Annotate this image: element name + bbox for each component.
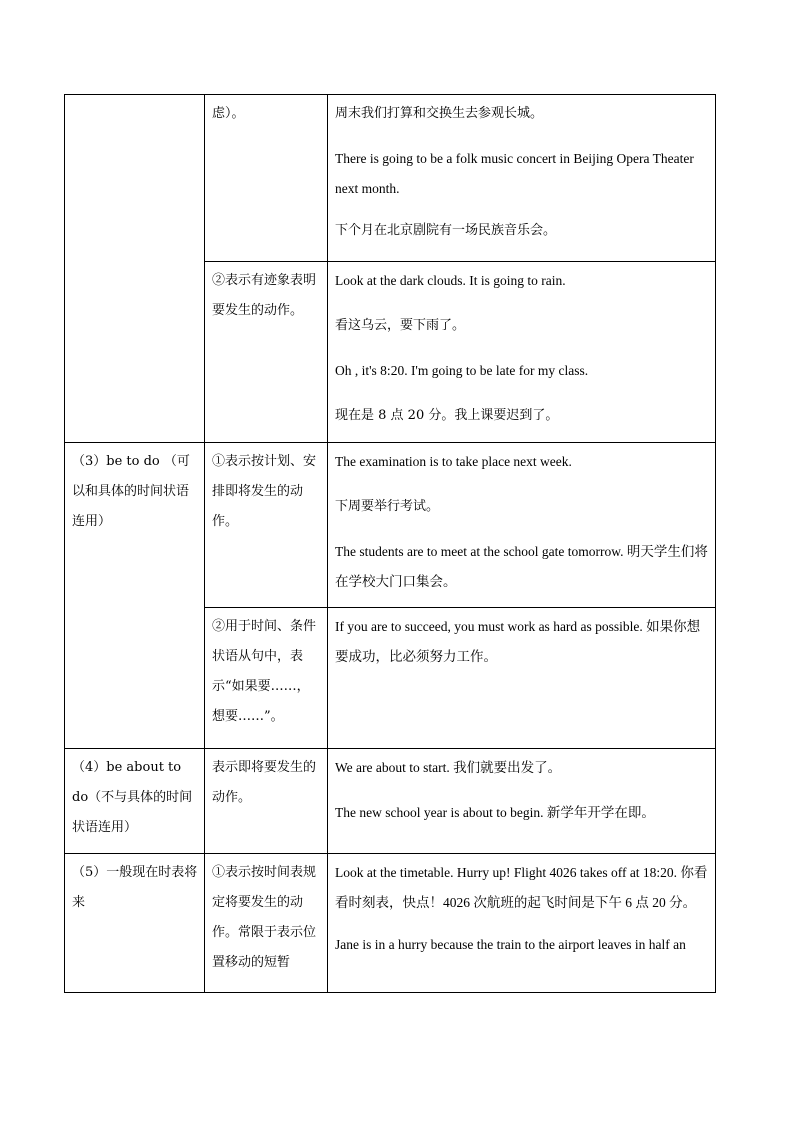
example-cell — [328, 95, 716, 262]
table-row — [65, 854, 716, 993]
example-text: The examination is to take place next week. — [335, 454, 572, 469]
table-row — [65, 443, 716, 608]
example-text: If you are to succeed, you must work as hard as possible. 如果你想要成功，比必须努力工作。 — [335, 619, 701, 664]
example-text: 下周要举行考试。 — [335, 499, 440, 514]
example-cell — [328, 443, 716, 608]
example-text: The students are to meet at the school gate tomorrow. 明天学生们将在学校大门口集会。 — [335, 544, 708, 589]
usage-cell — [65, 95, 205, 443]
example-cell — [328, 608, 716, 749]
meaning-cell: ①表示按计划、安排即将发生的动作。 — [205, 443, 328, 608]
example-cell — [328, 749, 716, 854]
meaning-cell: ②用于时间、条件状语从句中，表示“如果要……，想要……”。 — [205, 608, 328, 749]
example-text: 周末我们打算和交换生去参观长城。 — [335, 106, 544, 121]
example-text: There is going to be a folk music concert in Beijing Opera Theater next month. — [335, 151, 694, 196]
grammar-table — [64, 94, 716, 993]
example-cell — [328, 262, 716, 443]
meaning-cell: 表示即将要发生的动作。 — [205, 749, 328, 854]
meaning-cell: 虑）。 — [205, 95, 328, 262]
example-text: The new school year is about to begin. 新学年开学在即。 — [335, 805, 655, 820]
example-text: 下个月在北京剧院有一场民族音乐会。 — [335, 223, 557, 238]
usage-cell: （4）be about to do（不与具体的时间状语连用） — [65, 749, 205, 854]
meaning-cell: ②表示有迹象表明要发生的动作。 — [205, 262, 328, 443]
meaning-cell: ①表示按时间表规定将要发生的动作。常限于表示位置移动的短暂 — [205, 854, 328, 993]
example-text: Look at the dark clouds. It is going to rain. — [335, 273, 566, 288]
table-row — [65, 749, 716, 854]
example-text: Look at the timetable. Hurry up! Flight 4026 takes off at 18:20. 你看看时刻表，快点！4026 次航班的起飞时间是下午 6 点 20 分。 — [335, 865, 708, 910]
example-text: Oh , it's 8:20. I'm going to be late for my class. — [335, 363, 589, 378]
example-text: 看这乌云，要下雨了。 — [335, 318, 466, 333]
example-text: We are about to start. 我们就要出发了。 — [335, 760, 562, 775]
example-text: 现在是 8 点 20 分。我上课要迟到了。 — [335, 408, 559, 423]
example-text: Jane is in a hurry because the train to the airport leaves in half an — [335, 937, 686, 952]
table-row — [65, 95, 716, 262]
example-cell — [328, 854, 716, 993]
usage-cell: （5）一般现在时表将来 — [65, 854, 205, 993]
usage-cell: （3）be to do （可以和具体的时间状语连用） — [65, 443, 205, 749]
